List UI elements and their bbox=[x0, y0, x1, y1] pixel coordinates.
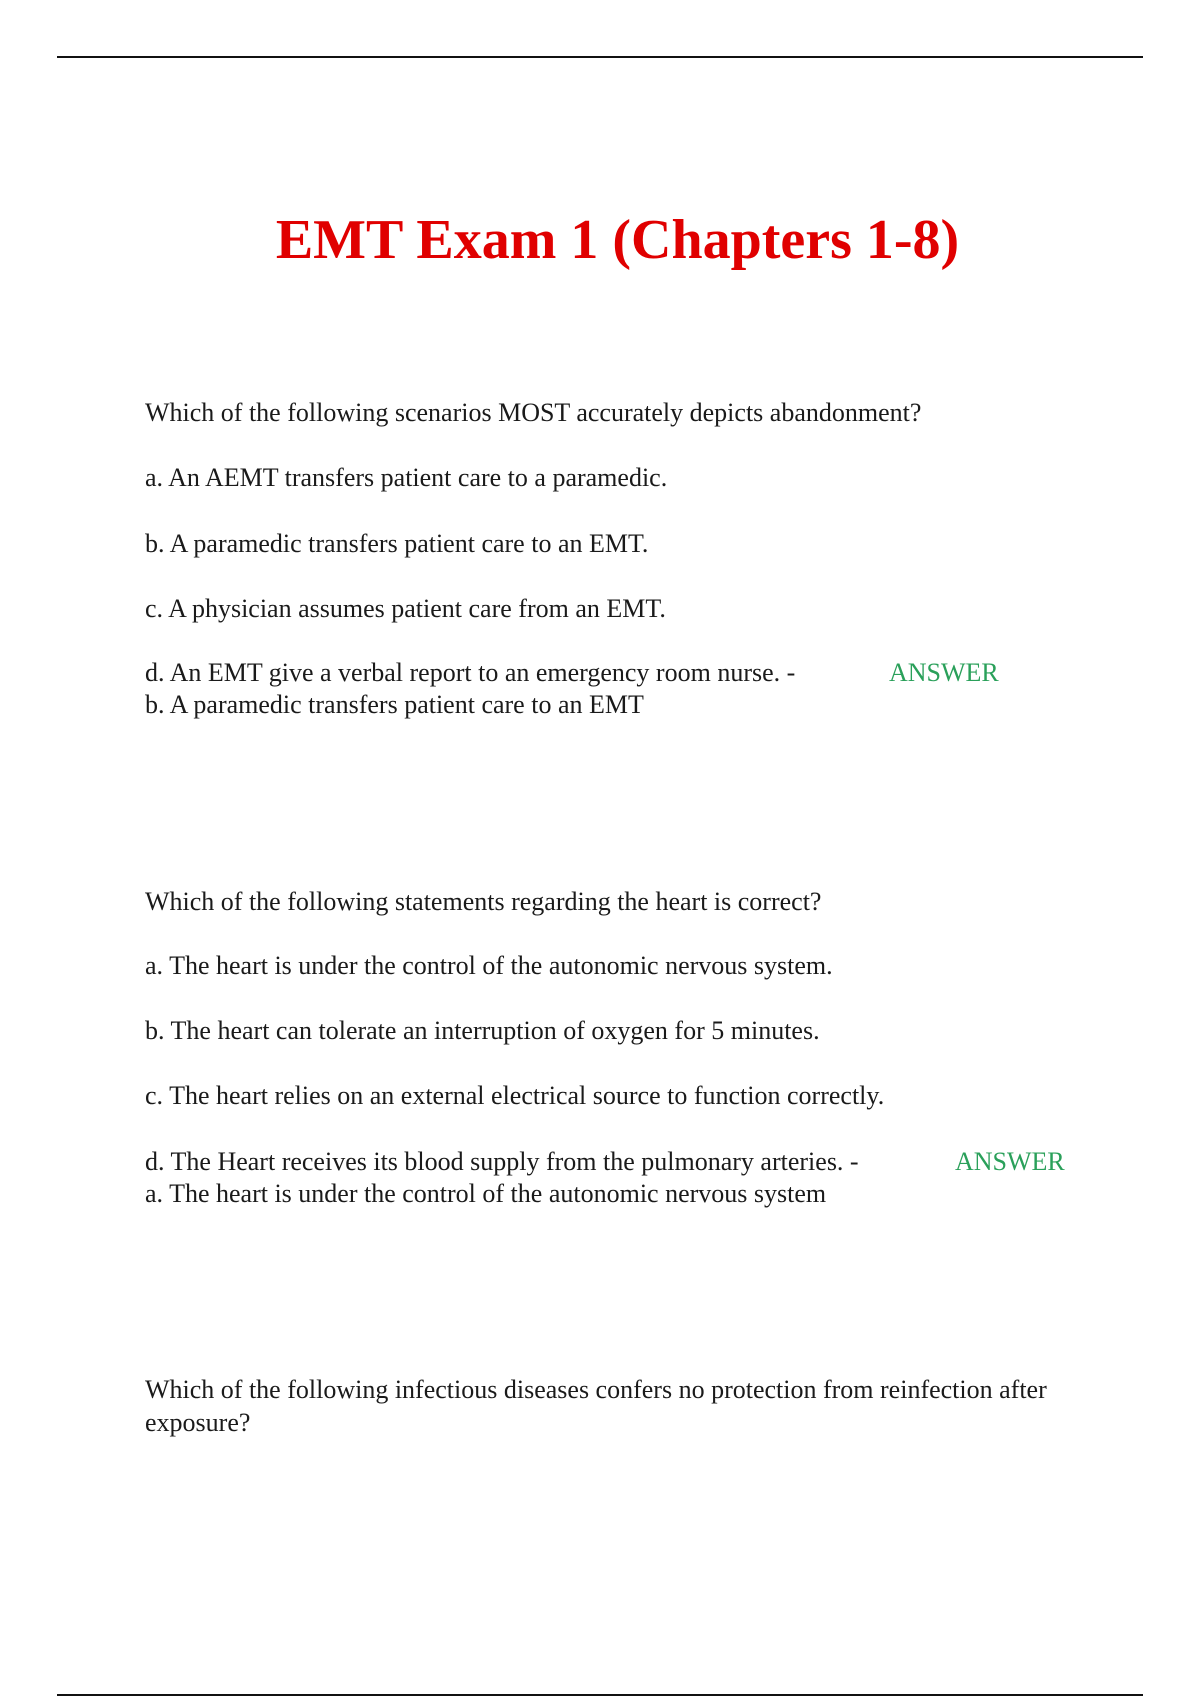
question-2-answer-label: ANSWER bbox=[955, 1147, 1065, 1176]
document-title: EMT Exam 1 (Chapters 1-8) bbox=[275, 209, 960, 271]
question-2-option-d: d. The Heart receives its blood supply from the pulmonary arteries. - bbox=[145, 1147, 859, 1176]
bottom-rule bbox=[57, 1694, 1143, 1696]
question-2-option-a: a. The heart is under the control of the autonomic nervous system. bbox=[145, 951, 833, 980]
question-2-prompt: Which of the following statements regarding the heart is correct? bbox=[145, 887, 822, 916]
question-1-answer: b. A paramedic transfers patient care to an EMT bbox=[145, 690, 644, 719]
question-1-option-d: d. An EMT give a verbal report to an emergency room nurse. - bbox=[145, 658, 796, 687]
question-3-prompt: Which of the following infectious diseases confers no protection from reinfection after exposure? bbox=[145, 1375, 1047, 1437]
question-1-answer-label: ANSWER bbox=[889, 658, 999, 687]
question-1-prompt: Which of the following scenarios MOST accurately depicts abandonment? bbox=[145, 398, 922, 427]
question-2-option-c: c. The heart relies on an external electrical source to function correctly. bbox=[145, 1081, 885, 1110]
question-1-option-a: a. An AEMT transfers patient care to a paramedic. bbox=[145, 463, 668, 492]
top-rule bbox=[57, 56, 1143, 58]
question-2-option-b: b. The heart can tolerate an interruption of oxygen for 5 minutes. bbox=[145, 1016, 820, 1045]
question-1-option-b: b. A paramedic transfers patient care to an EMT. bbox=[145, 529, 649, 558]
question-2-answer: a. The heart is under the control of the autonomic nervous system bbox=[145, 1179, 827, 1208]
question-1-option-c: c. A physician assumes patient care from an EMT. bbox=[145, 594, 666, 623]
